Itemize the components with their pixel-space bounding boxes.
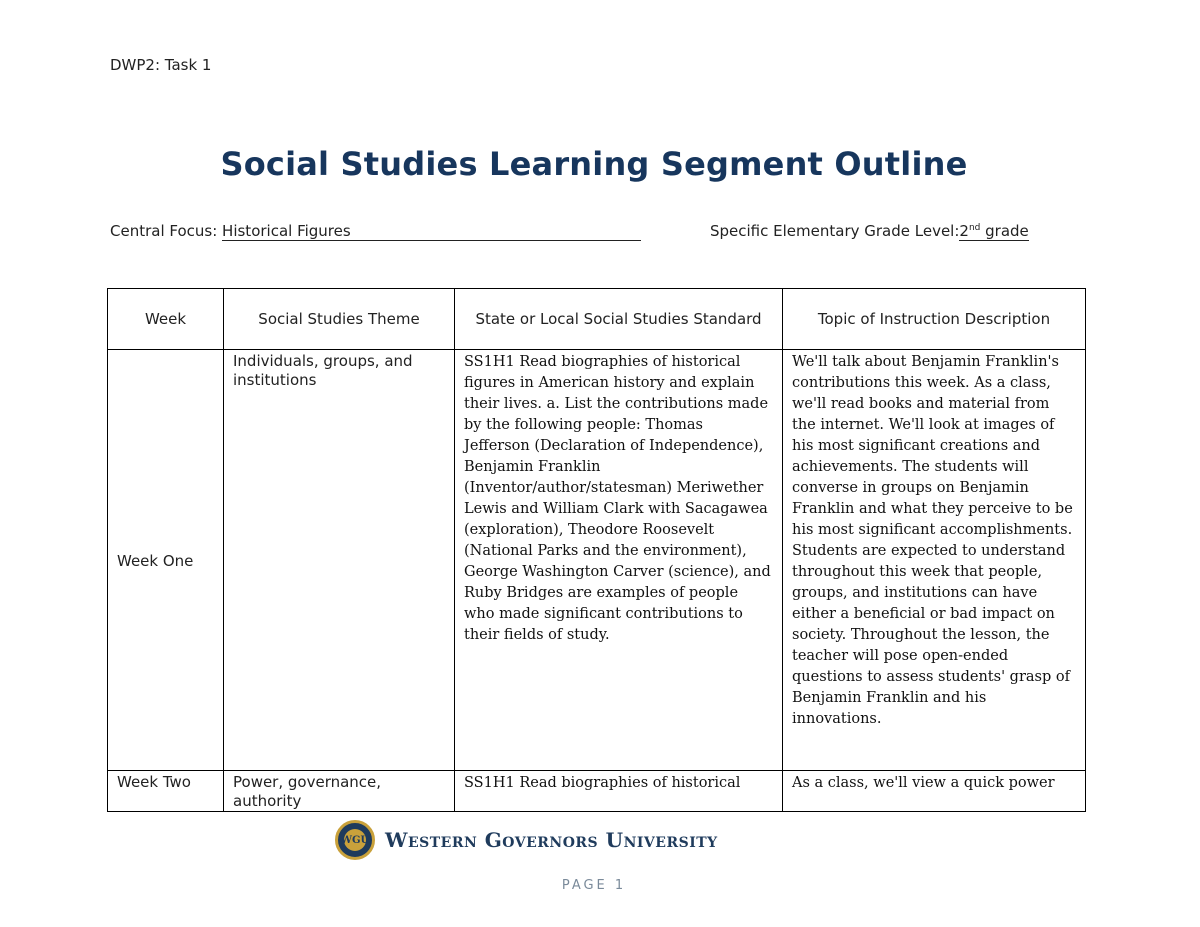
standard-cell: SS1H1 Read biographies of historical (455, 771, 783, 812)
document-title: Social Studies Learning Segment Outline (220, 145, 968, 183)
central-focus-label: Central Focus: (110, 222, 223, 240)
document-header-label: DWP2: Task 1 (110, 56, 212, 74)
table-header-row (108, 289, 1086, 350)
grade-number: 2 (959, 222, 969, 240)
grade-level-value (959, 223, 1028, 241)
theme-cell: Individuals, groups, and institutions (224, 350, 455, 771)
header-standard: State or Local Social Studies Standard (455, 289, 783, 350)
grade-level-label: Specific Elementary Grade Level: (710, 222, 960, 240)
wgu-seal-icon (335, 820, 375, 860)
description-cell: We'll talk about Benjamin Franklin's contributions this week. As a class, we'll read books and material from the internet. We'll look at images of his most significant creations and achievements. The students will converse in groups on Benjamin Franklin and what they perceive to be his most significant accomplishments. Students are expected to understand throughout this week that people, groups, and institutions can have either a beneficial or bad impact on society. Throughout the lesson, the teacher will pose open-ended questions to assess students' grasp of Benjamin Franklin and his innovations. (783, 350, 1086, 771)
seal-monogram: WGU (344, 829, 366, 851)
week-cell: Week One (108, 350, 224, 771)
week-cell: Week Two (108, 771, 224, 812)
grade-word: grade (980, 222, 1029, 240)
header-week: Week (108, 289, 224, 350)
table-row (108, 771, 1086, 812)
grade-suffix: nd (968, 223, 981, 233)
central-focus-value: Historical Figures (222, 223, 641, 241)
central-focus-line (110, 222, 641, 241)
header-theme: Social Studies Theme (224, 289, 455, 350)
description-cell: As a class, we'll view a quick power (783, 771, 1086, 812)
standard-cell: SS1H1 Read biographies of historical figures in American history and explain their lives. a. List the contributions made by the following people: Thomas Jefferson (Declaration of Independence), Benjamin Franklin (Inventor/author/statesman) Meriwether Lewis and William Clark with Sacagawea (exploration), Theodore Roosevelt (National Parks and the environment), George Washington Carver (science), and Ruby Bridges are examples of people who made significant contributions to their fields of study. (455, 350, 783, 771)
header-description: Topic of Instruction Description (783, 289, 1086, 350)
page-number: PAGE 1 (561, 878, 627, 893)
theme-cell: Power, governance, authority (224, 771, 455, 812)
grade-level-line (710, 222, 1029, 241)
table-row (108, 350, 1086, 771)
university-name: Western Governors University (385, 828, 718, 852)
learning-segment-table (107, 288, 1086, 812)
wgu-logo (335, 818, 718, 862)
